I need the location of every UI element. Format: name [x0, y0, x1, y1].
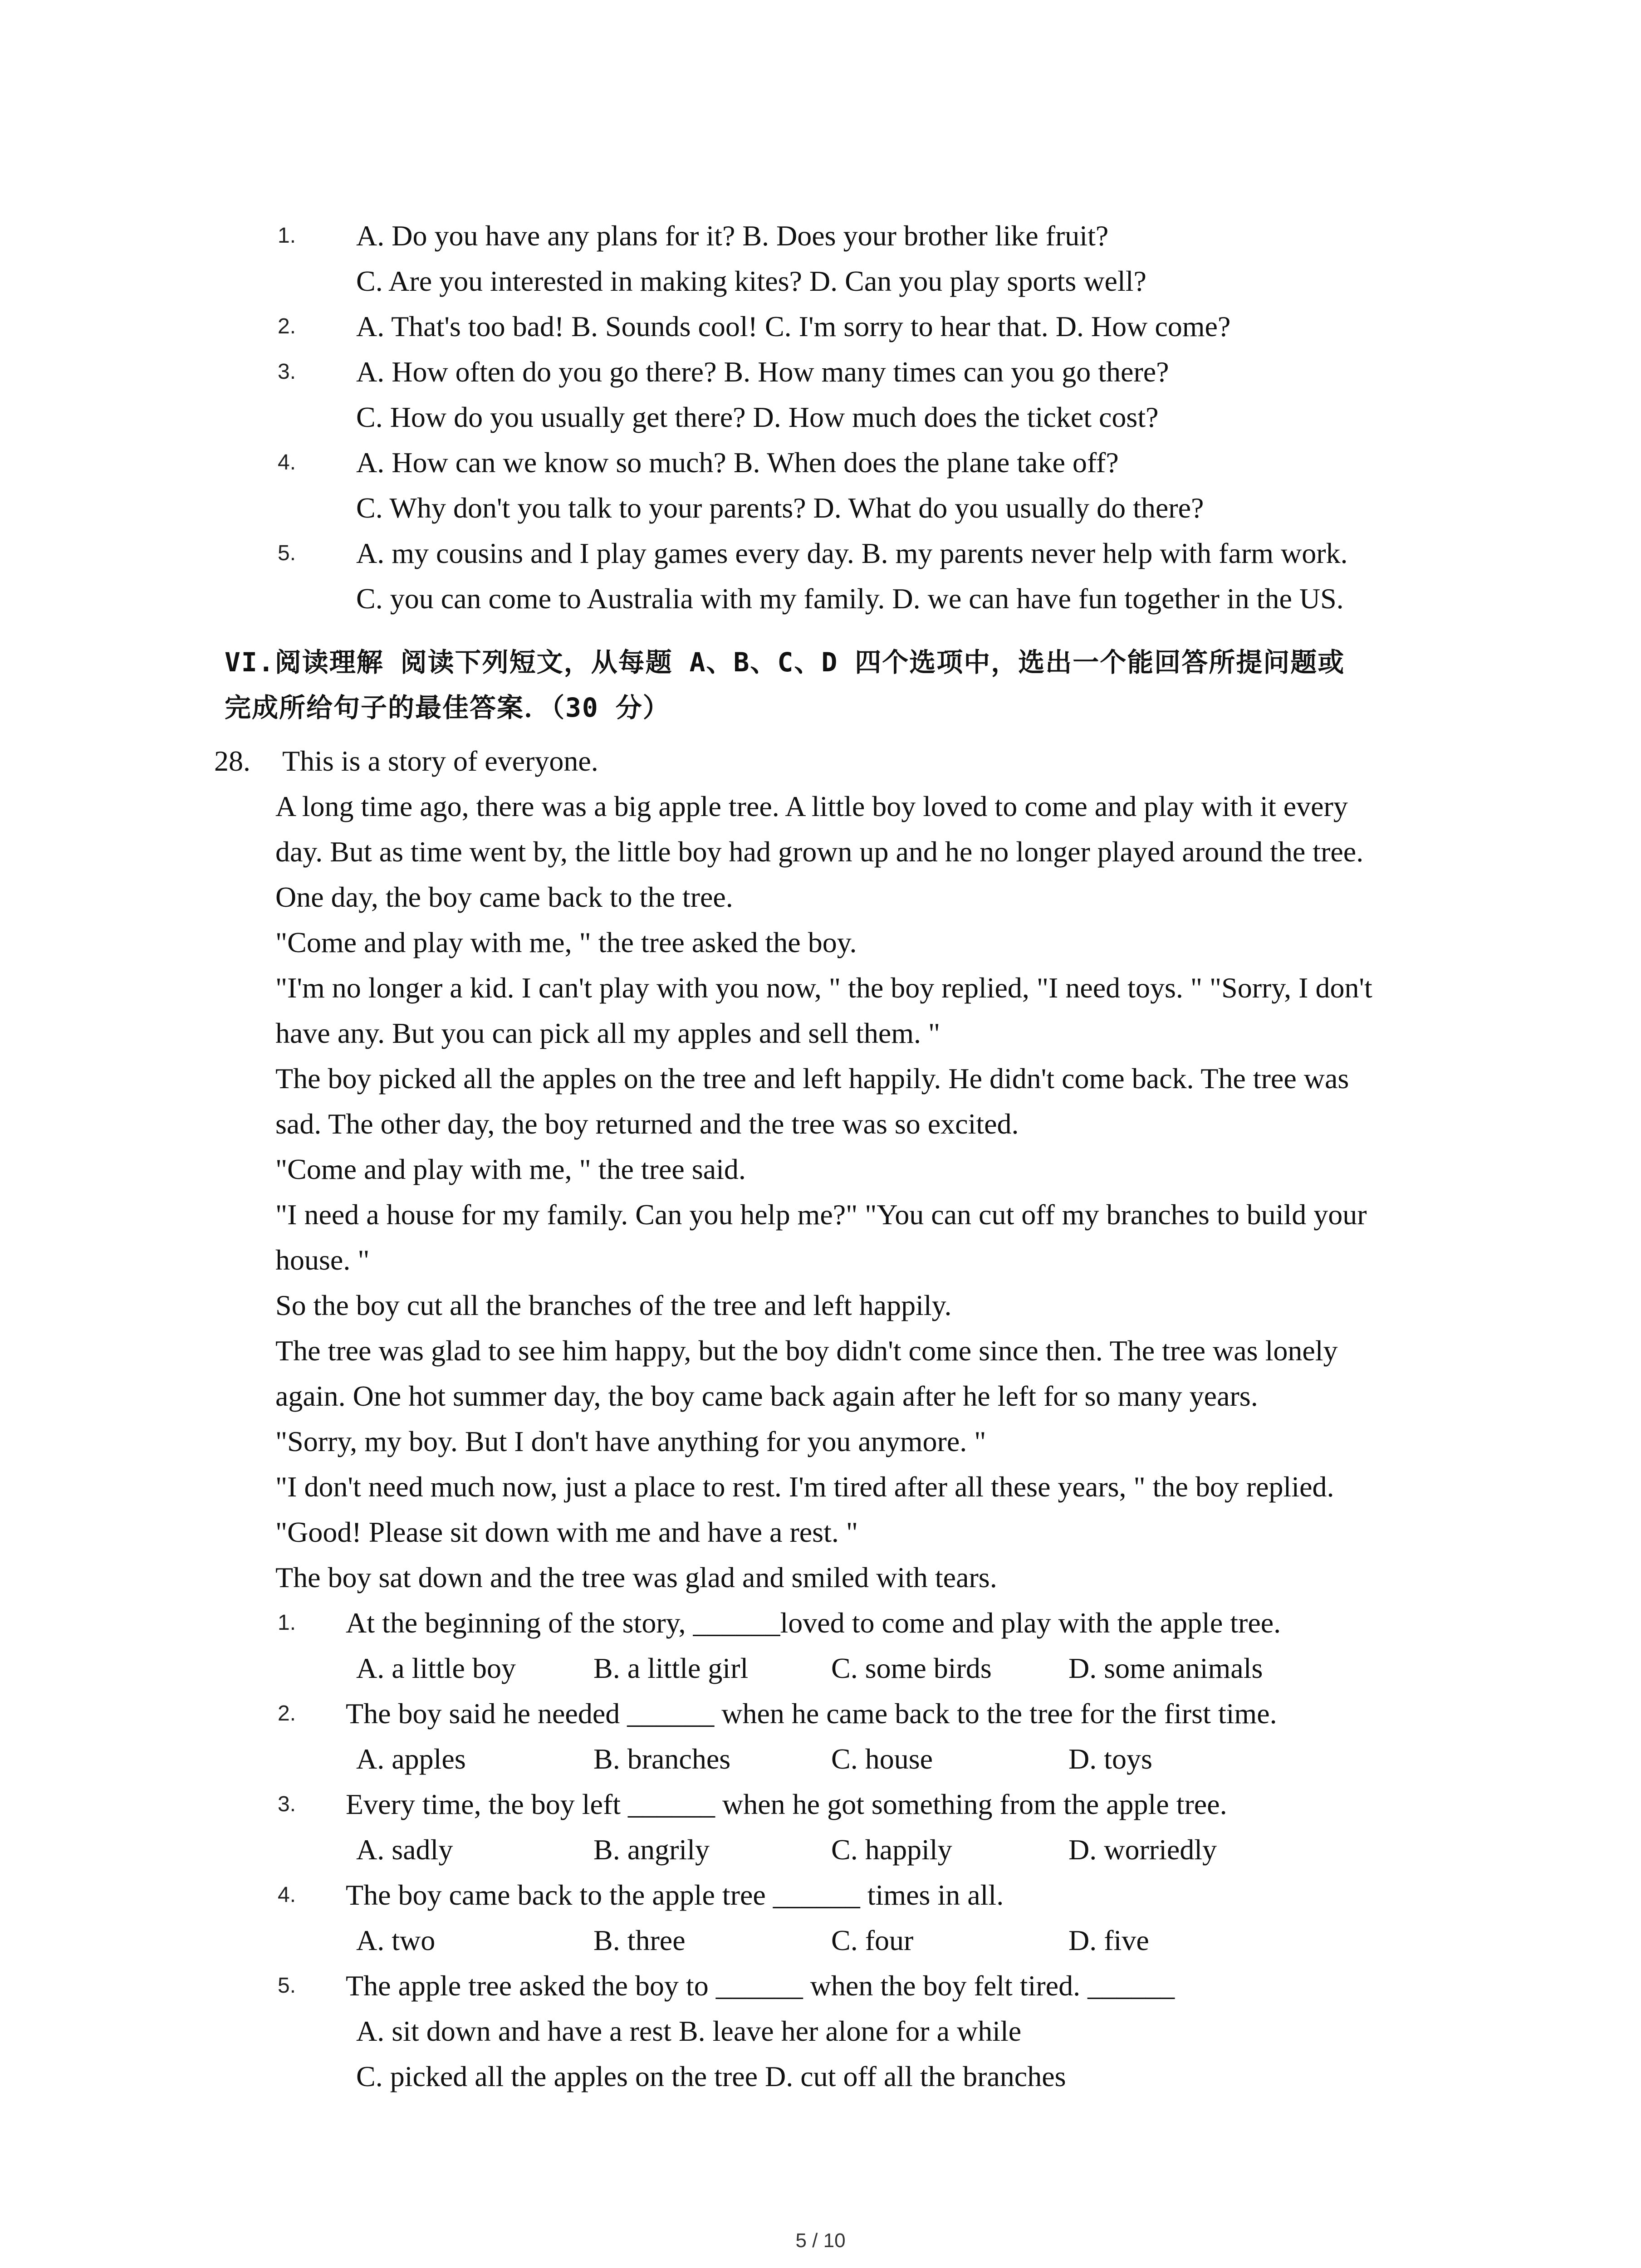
passage-line: day. But as time went by, the little boy had grown up and he no longer played around the tree. [275, 836, 1364, 868]
passage-line: "Come and play with me, " the tree said. [275, 1153, 746, 1185]
question-1-option-a: A. a little boy [356, 1652, 516, 1684]
passage-line: "I'm no longer a kid. I can't play with you now, " the boy replied, "I need toys. " "Sorry, I don't [275, 972, 1372, 1004]
question-stem-1: At the beginning of the story, ______loved to come and play with the apple tree. [346, 1607, 1281, 1639]
question-5-options-line2: C. picked all the apples on the tree D. cut off all the branches [356, 2060, 1066, 2092]
question-stem-2: The boy said he needed ______ when he came back to the tree for the first time. [346, 1697, 1277, 1730]
passage-line: "I don't need much now, just a place to rest. I'm tired after all these years, " the boy replied. [275, 1471, 1334, 1503]
question-4-option-c: C. four [831, 1924, 914, 1956]
question-number-3: 3. [278, 1792, 296, 1816]
question-3-option-a: A. sadly [356, 1833, 453, 1866]
passage-line: One day, the boy came back to the tree. [275, 881, 733, 913]
question-4-option-d: D. five [1068, 1924, 1149, 1956]
option-number-4: 4. [278, 450, 296, 474]
option-line: A. That's too bad! B. Sounds cool! C. I'm sorry to hear that. D. How come? [356, 310, 1231, 342]
question-number-5: 5. [278, 1974, 296, 1998]
question-stem-5: The apple tree asked the boy to ______ when the boy felt tired. ______ [346, 1970, 1175, 2002]
question-1-option-d: D. some animals [1068, 1652, 1263, 1684]
option-line: C. Why don't you talk to your parents? D. What do you usually do there? [356, 492, 1204, 524]
option-number-3: 3. [278, 360, 296, 384]
option-line: C. Are you interested in making kites? D. Can you play sports well? [356, 265, 1146, 297]
passage-line: So the boy cut all the branches of the tree and left happily. [275, 1289, 952, 1321]
question-5-options-line1: A. sit down and have a rest B. leave her alone for a while [356, 2015, 1022, 2047]
question-1-option-c: C. some birds [831, 1652, 992, 1684]
page-number: 5 / 10 [795, 2229, 846, 2252]
question-2-option-b: B. branches [593, 1743, 731, 1775]
question-3-option-d: D. worriedly [1068, 1833, 1217, 1866]
question-2-option-d: D. toys [1068, 1743, 1152, 1775]
question-2-option-c: C. house [831, 1743, 933, 1775]
passage-line: A long time ago, there was a big apple tree. A little boy loved to come and play with it every [275, 790, 1348, 822]
passage-line: "Come and play with me, " the tree asked the boy. [275, 926, 857, 958]
option-line: C. you can come to Australia with my family. D. we can have fun together in the US. [356, 582, 1344, 615]
option-line: A. my cousins and I play games every day. B. my parents never help with farm work. [356, 537, 1348, 569]
question-number-4: 4. [278, 1883, 296, 1907]
option-number-5: 5. [278, 541, 296, 565]
option-line: A. How can we know so much? B. When does the plane take off? [356, 446, 1119, 479]
section-heading: VI.阅读理解 阅读下列短文，从每题 A、B、C、D 四个选项中，选出一个能回答所提问题或 [225, 647, 1345, 678]
question-4-option-a: A. two [356, 1924, 436, 1956]
question-stem-3: Every time, the boy left ______ when he got something from the apple tree. [346, 1788, 1227, 1820]
question-stem-4: The boy came back to the apple tree ______ times in all. [346, 1879, 1004, 1911]
passage-line: "Good! Please sit down with me and have a rest. " [275, 1516, 858, 1548]
passage-line: "I need a house for my family. Can you help me?" "You can cut off my branches to build your [275, 1198, 1367, 1231]
question-number-1: 1. [278, 1611, 296, 1635]
option-line: A. Do you have any plans for it? B. Does your brother like fruit? [356, 220, 1109, 252]
option-number-1: 1. [278, 224, 296, 248]
passage-line: "Sorry, my boy. But I don't have anything for you anymore. " [275, 1425, 986, 1457]
passage-line: sad. The other day, the boy returned and the tree was so excited. [275, 1108, 1019, 1140]
passage-line: The boy sat down and the tree was glad and smiled with tears. [275, 1561, 997, 1593]
passage-line: house. " [275, 1244, 370, 1276]
option-line: C. How do you usually get there? D. How much does the ticket cost? [356, 401, 1159, 433]
passage-number: 28. [214, 745, 250, 777]
section-heading-line2: 完成所给句子的最佳答案．（30 分） [225, 692, 670, 723]
question-3-option-c: C. happily [831, 1833, 952, 1866]
question-3-option-b: B. angrily [593, 1833, 710, 1866]
question-number-2: 2. [278, 1701, 296, 1725]
passage-line: have any. But you can pick all my apples and sell them. " [275, 1017, 941, 1049]
passage-first-line: This is a story of everyone. [282, 745, 598, 777]
option-number-2: 2. [278, 314, 296, 338]
question-4-option-b: B. three [593, 1924, 686, 1956]
question-2-option-a: A. apples [356, 1743, 466, 1775]
passage-line: again. One hot summer day, the boy came back again after he left for so many years. [275, 1380, 1258, 1412]
passage-line: The tree was glad to see him happy, but the boy didn't come since then. The tree was lonely [275, 1334, 1338, 1367]
option-line: A. How often do you go there? B. How many times can you go there? [356, 356, 1169, 388]
question-1-option-b: B. a little girl [593, 1652, 749, 1684]
passage-line: The boy picked all the apples on the tree and left happily. He didn't come back. The tree was [275, 1062, 1349, 1095]
